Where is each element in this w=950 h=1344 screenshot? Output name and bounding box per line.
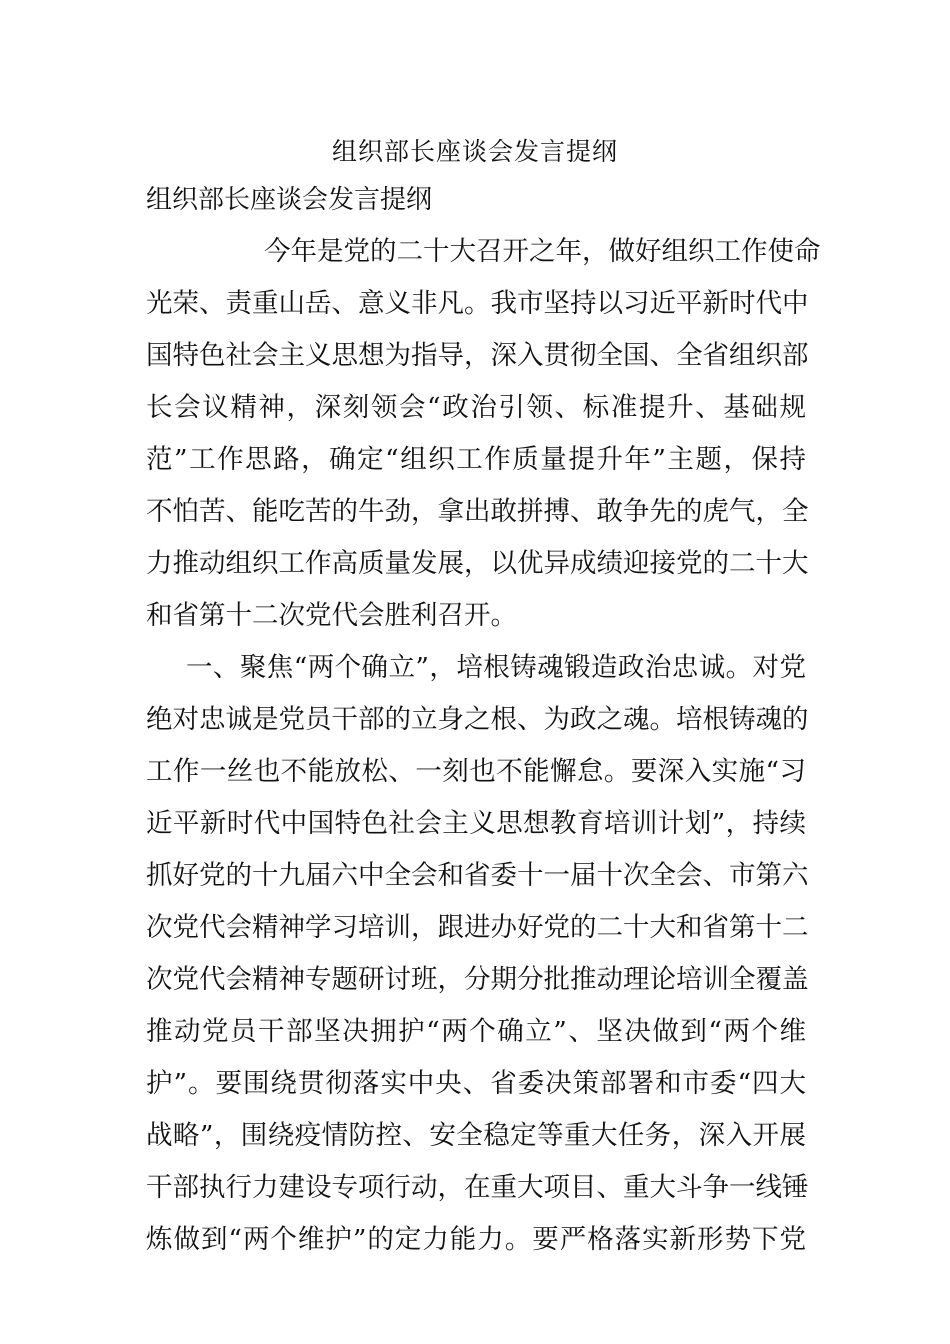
paragraph-line: 光荣、责重山岳、意义非凡。我市坚持以习近平新时代中 [146,288,809,319]
paragraph-line: 战略”，围绕疫情防控、安全稳定等重大任务，深入开展 [146,1120,806,1151]
paragraph-line: 护”。要围绕贯彻落实中央、省委决策部署和市委“四大 [146,1068,806,1099]
document-subtitle: 组织部长座谈会发言提纲 [146,185,433,215]
paragraph-line: 干部执行力建设专项行动，在重大项目、重大斗争一线锤 [146,1172,809,1203]
paragraph-intro [146,226,821,642]
paragraph-line: 和省第十二次党代会胜利召开。 [146,600,517,631]
paragraph-line: 次党代会精神学习培训，跟进办好党的二十大和省第十二 [146,912,809,943]
paragraph-section-1 [146,642,809,1266]
document-body [146,226,821,1266]
paragraph-line: 抓好党的十九届六中全会和省委十一届十次全会、市第六 [146,860,809,891]
document-title: 组织部长座谈会发言提纲 [331,137,618,166]
paragraph-line: 次党代会精神专题研讨班，分期分批推动理论培训全覆盖 [146,964,809,995]
paragraph-line: 工作一丝也不能放松、一刻也不能懈怠。要深入实施“习 [146,756,806,787]
paragraph-line: 力推动组织工作高质量发展，以优异成绩迎接党的二十大 [146,548,809,579]
paragraph-line: 范”工作思路，确定“组织工作质量提升年”主题，保持 [146,444,806,475]
paragraph-line: 一、聚焦“两个确立”，培根铸魂锻造政治忠诚。对党 [186,652,806,683]
paragraph-line: 推动党员干部坚决拥护“两个确立”、坚决做到“两个维 [146,1016,806,1047]
paragraph-line: 今年是党的二十大召开之年，做好组织工作使命 [264,236,821,267]
paragraph-line: 近平新时代中国特色社会主义思想教育培训计划”，持续 [146,808,806,839]
paragraph-line: 国特色社会主义思想为指导，深入贯彻全国、全省组织部 [146,340,809,371]
paragraph-line: 长会议精神，深刻领会“政治引领、标准提升、基础规 [146,392,806,423]
paragraph-line: 炼做到“两个维护”的定力能力。要严格落实新形势下党 [146,1224,806,1255]
paragraph-line: 不怕苦、能吃苦的牛劲，拿出敢拼搏、敢争先的虎气，全 [146,496,809,527]
paragraph-line: 绝对忠诚是党员干部的立身之根、为政之魂。培根铸魂的 [146,704,809,735]
